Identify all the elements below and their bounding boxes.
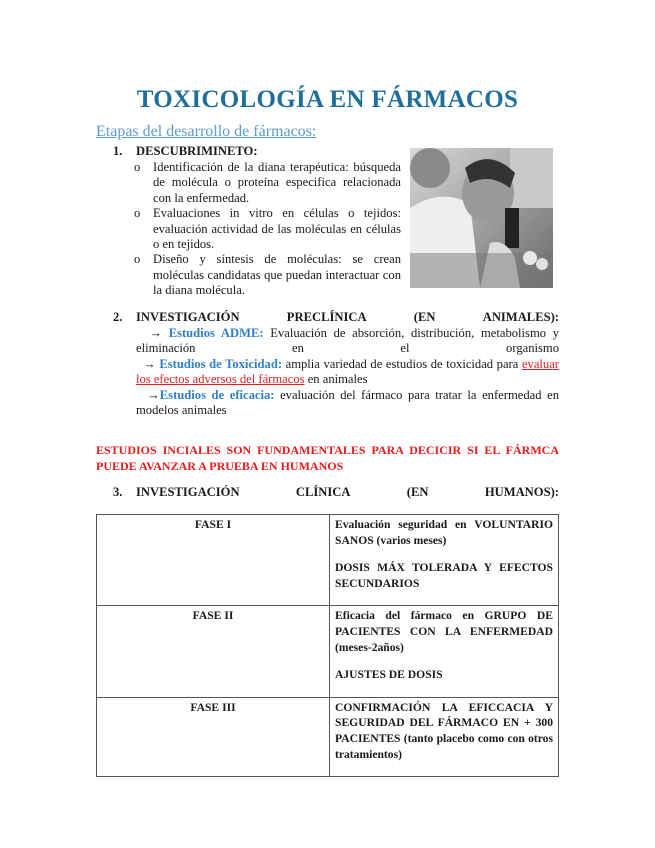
- phase-cell: FASE I: [97, 515, 330, 606]
- arrow-icon: →: [149, 326, 162, 340]
- section1-heading: DESCUBRIMINETO:: [136, 144, 258, 158]
- section1-list: [134, 160, 401, 299]
- bullet-icon: o: [134, 252, 141, 267]
- bullet-icon: o: [134, 206, 141, 221]
- bullet-icon: o: [134, 160, 141, 174]
- list-item: o Evaluaciones in vitro en células o tejidos: evaluación actividad de las moléculas en células o en tejidos.: [134, 206, 401, 252]
- warning-text: ESTUDIOS INCIALES SON FUNDAMENTALES PARA DECICIR SI EL FÁRMCA PUEDE AVANZAR A PRUEBA EN HUMANOS: [96, 443, 559, 473]
- description-cell: Eficacia del fármaco en GRUPO DE PACIENTES CON LA ENFERMEDAD (meses-2años) AJUSTES DE DOSIS: [330, 606, 559, 697]
- adme-paragraph: → Estudios ADME: Evaluación de absorción, distribución, metabolismo y eliminación en el organismo: [136, 326, 560, 356]
- section2-number: 2.: [113, 310, 123, 324]
- section1-number: 1.: [113, 144, 123, 158]
- section2-body: [136, 326, 559, 418]
- document-title: TOXICOLOGÍA EN FÁRMACOS: [136, 86, 519, 113]
- description-cell: CONFIRMACIÓN LA EFICCACIA Y SEGURIDAD DEL FÁRMACO EN + 300 PACIENTES (tanto placebo como con otros tratamientos): [330, 697, 559, 776]
- table-row: [97, 697, 559, 776]
- list-item: o Diseño y síntesis de moléculas: se crean moléculas candidatas que puedan interactuar con la diana molécula.: [134, 252, 401, 298]
- efficacy-paragraph: →Estudios de eficacia: evaluación del fármaco para tratar la enfermedad en modelos animales: [136, 387, 559, 418]
- table-row: [97, 606, 559, 697]
- section3-heading: INVESTIGACIÓN CLÍNICA (EN HUMANOS):: [136, 485, 559, 499]
- phase-cell: FASE III: [97, 697, 330, 776]
- toxicity-paragraph: → Estudios de Toxicidad: amplia variedad de estudios de toxicidad para evaluar los efectos adversos del fármacos en animales: [136, 356, 559, 387]
- section2-heading: INVESTIGACIÓN PRECLÍNICA (EN ANIMALES):: [136, 310, 559, 324]
- arrow-icon: →: [147, 387, 160, 402]
- section-subtitle: Etapas del desarrollo de fármacos:: [96, 123, 317, 140]
- laboratory-photo: [410, 148, 553, 288]
- arrow-icon: →: [143, 356, 156, 371]
- section3-number: 3.: [113, 485, 123, 499]
- description-cell: Evaluación seguridad en VOLUNTARIO SANOS (varios meses) DOSIS MÁX TOLERADA Y EFECTOS SECUNDARIOS: [330, 515, 559, 606]
- list-item: o Identificación de la diana terapéutica: búsqueda de molécula o proteína especifica relacionada con la enfermedad.: [134, 160, 401, 205]
- clinical-phases-table: [96, 514, 559, 777]
- table-row: [97, 515, 559, 606]
- phase-cell: FASE II: [97, 606, 330, 697]
